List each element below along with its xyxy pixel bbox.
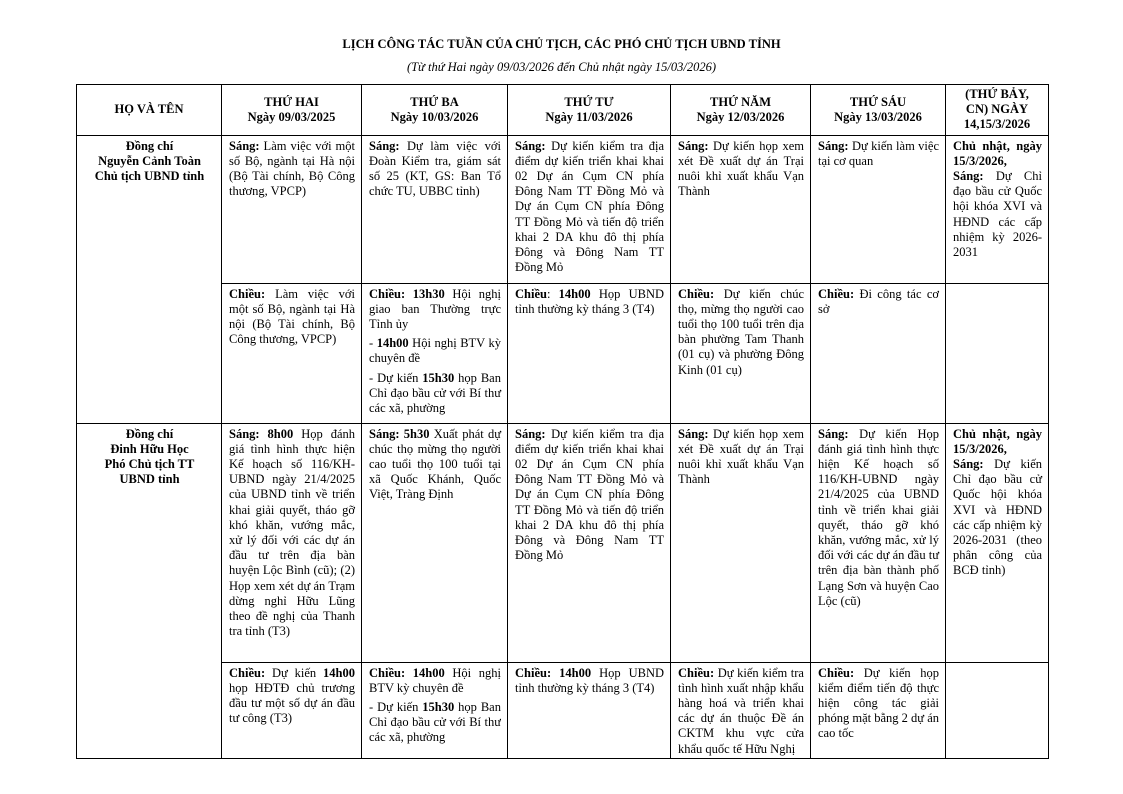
afternoon-thursday-cell (671, 662, 811, 758)
session-label: Chiều: (678, 665, 715, 680)
morning-friday-cell (811, 423, 946, 662)
event-prefix: - Dự kiến (369, 700, 423, 715)
afternoon-tuesday-cell (362, 662, 508, 758)
date-label: Ngày 09/03/2025 (247, 109, 336, 124)
person-title: Đồng chí (125, 138, 174, 153)
event-text: Dự kiến họp xem xét Đề xuất dự án Trại nuôi khỉ xuất khẩu Vạn Thành (678, 138, 804, 199)
morning-thursday-cell (671, 423, 811, 662)
event-text: Xuất phát dự chúc thọ mừng thọ người cao tuổi thọ 100 tuổi tại xã Quốc Khánh, Quốc Việt, Tràng Định (369, 426, 501, 502)
event-text: họp Ban Chỉ đạo bầu cử với Bí thư các xã, phường (369, 700, 501, 745)
weekend-label-1: (THỨ BẢY, (965, 87, 1029, 101)
event-text: Dự kiến họp kiểm điểm tiến độ thực hiện công tác giải phóng mặt bằng 2 dự án cao tốc (818, 665, 939, 741)
event-text: Dự kiến Chỉ đạo bầu cử Quốc hội khóa XVI và HĐND các cấp nhiệm kỳ 2026-2031 (theo phân công của BCĐ tỉnh) (953, 457, 1042, 578)
event-text: Dự kiến kiểm tra tình hình xuất nhập khẩu hàng hoá và triển khai các dự án thuộc Đề án CKTM khu vực cửa khẩu quốc tế Hữu Nghị (678, 665, 804, 756)
morning-tuesday-cell (362, 135, 508, 283)
weekend-date-label: Chủ nhật, ngày 15/3/2026, (953, 426, 1042, 456)
event-text: Dự kiến họp xem xét Đề xuất dự án Trại nuôi khỉ xuất khẩu Vạn Thành (678, 426, 804, 487)
event-text: Hội nghị giao ban Thường trực Tỉnh ủy (369, 286, 501, 332)
person-name: Đinh Hữu Học (110, 441, 189, 456)
event-item (369, 371, 501, 417)
event-text: họp HĐTĐ chủ trương đầu tư một số dự án đầu tư công (T3) (229, 680, 355, 726)
event-time: 15h30 (422, 700, 455, 715)
event-time: 5h30 (399, 426, 430, 441)
date-label: Ngày 13/03/2026 (834, 109, 922, 124)
event-prefix: - (369, 336, 377, 351)
session-label: Sáng: (369, 138, 400, 153)
date-label: Ngày 12/03/2026 (696, 109, 785, 124)
person-position: Chủ tịch UBND tỉnh (94, 169, 205, 184)
session-label: Chiều: (369, 286, 406, 301)
session-label: Sáng: (229, 426, 260, 441)
session-label: Sáng: (515, 138, 546, 153)
date-label: Ngày 10/03/2026 (390, 109, 479, 124)
weekend-cell-empty (946, 662, 1049, 758)
event-time: 14h00 (405, 665, 445, 680)
person-name-cell (77, 135, 222, 423)
header-row (77, 85, 1049, 136)
event-item (369, 666, 501, 696)
session-label: Sáng: (678, 138, 709, 153)
col-header-monday (222, 85, 362, 136)
col-header-name: HỌ VÀ TÊN (77, 85, 222, 136)
event-prefix: Dự kiến (265, 665, 324, 680)
session-label: Sáng: (369, 426, 400, 441)
morning-monday-cell (222, 135, 362, 283)
afternoon-thursday-cell (671, 283, 811, 423)
event-text: Hội nghị BTV kỳ chuyên đề (369, 336, 502, 366)
event-text: Dự kiến kiểm tra địa điểm dự kiến triển khai khai 02 Dự án Cụm CN phía Đông Nam TT Đồng Mỏ và Dự án Cụm CN phía Đông TT Đồng Mỏ và tiến độ triển khai 2 DA khu đô thị phía Đông và Đông Nam TT Đồng Mỏ (515, 138, 664, 275)
morning-tuesday-cell (362, 423, 508, 662)
afternoon-wednesday-cell (508, 662, 671, 758)
event-text: Làm việc với một số Bộ, ngành tại Hà nội (Bộ Tài chính, Bộ Công thương, VPCP) (229, 286, 355, 347)
event-text: Dự làm việc với Đoàn Kiểm tra, giám sát số 25 (KT, GS: Ban Tổ chức TU, UBBC tỉnh) (369, 138, 501, 199)
col-header-friday (811, 85, 946, 136)
day-label: THỨ TƯ (564, 94, 614, 109)
day-label: THỨ BA (410, 94, 459, 109)
event-item (369, 287, 501, 333)
afternoon-friday-cell (811, 662, 946, 758)
session-label: Chiều (515, 286, 547, 301)
weekend-cell-empty (946, 283, 1049, 423)
col-header-tuesday (362, 85, 508, 136)
event-text: Dự Chỉ đạo bầu cử Quốc hội khóa XVI và HĐND các cấp nhiệm kỳ 2026-2031 (953, 169, 1042, 260)
event-text: Làm việc với một số Bộ, ngành tại Hà nội (Bộ Tài chính, Bộ Công thương, VPCP) (229, 138, 355, 199)
weekend-date-label: Chủ nhật, ngày 15/3/2026, (953, 138, 1042, 168)
event-item (369, 700, 501, 746)
morning-thursday-cell (671, 135, 811, 283)
afternoon-monday-cell (222, 662, 362, 758)
session-label: Sáng: (229, 138, 260, 153)
morning-monday-cell (222, 423, 362, 662)
event-text: Dự kiến kiểm tra địa điểm dự kiến triển khai khai 02 Dự án Cụm CN phía Đông Nam TT Đồng Mỏ và Dự án Cụm CN phía Đông TT Đồng Mỏ và tiến độ triển khai 2 DA khu đô thị phía Đông và Đông Nam TT Đồng Mỏ (515, 426, 664, 563)
page-title: LỊCH CÔNG TÁC TUẦN CỦA CHỦ TỊCH, CÁC PHÓ CHỦ TỊCH UBND TỈNH (342, 37, 781, 51)
event-prefix: - Dự kiến (369, 370, 423, 385)
person-name: Nguyễn Cảnh Toàn (98, 153, 201, 168)
day-label: THỨ NĂM (710, 94, 771, 109)
session-label: Sáng: (953, 457, 984, 472)
event-time: 14h00 (558, 286, 591, 301)
table-row (77, 662, 1049, 758)
session-label: Sáng: (678, 426, 709, 441)
table-row (77, 283, 1049, 423)
table-row (77, 423, 1049, 662)
afternoon-wednesday-cell (508, 283, 671, 423)
session-label: Sáng: (953, 169, 984, 184)
session-label: Chiều: (229, 665, 266, 680)
event-time: 15h30 (422, 370, 455, 385)
event-text: họp Ban Chỉ đạo bầu cử với Bí thư các xã, phường (369, 370, 501, 416)
event-time: 8h00 (259, 426, 294, 441)
col-header-thursday (671, 85, 811, 136)
weekend-cell (946, 135, 1049, 283)
session-label: Chiều: (818, 286, 855, 301)
session-label: Sáng: (818, 138, 849, 153)
session-label: Chiều: (515, 665, 552, 680)
col-header-wednesday (508, 85, 671, 136)
afternoon-tuesday-cell (362, 283, 508, 423)
morning-wednesday-cell (508, 135, 671, 283)
event-time: 14h00 (323, 665, 355, 680)
col-header-weekend (946, 85, 1049, 136)
morning-friday-cell (811, 135, 946, 283)
schedule-table (76, 84, 1049, 759)
event-text: Dự kiến làm việc tại cơ quan (818, 138, 939, 168)
event-time: 14h00 (376, 336, 409, 351)
person-position: UBND tỉnh (119, 472, 180, 487)
weekend-label-2: CN) NGÀY (965, 102, 1029, 117)
event-time: 14h00 (551, 665, 592, 680)
event-text: Dự kiến chúc thọ, mừng thọ người cao tuổi thọ 100 tuổi trên địa bàn phường Tam Thanh (01 cụ) và phường Đông Kinh (01 cụ) (678, 286, 804, 377)
page-subtitle: (Từ thứ Hai ngày 09/03/2026 đến Chủ nhật ngày 15/03/2026) (406, 60, 717, 74)
person-name-cell (77, 423, 222, 758)
weekend-cell (946, 423, 1049, 662)
date-label: Ngày 11/03/2026 (545, 109, 633, 124)
event-item (369, 336, 501, 366)
day-label: THỨ SÁU (849, 94, 907, 109)
event-text: Họp UBND tỉnh thường kỳ tháng 3 (T4) (515, 286, 664, 316)
session-label: Chiều: (369, 665, 406, 680)
session-label: Sáng: (818, 426, 849, 441)
event-time: 13h30 (405, 286, 445, 301)
event-text: Dự kiến Họp đánh giá tình hình thực hiện Kế hoạch số 116/KH-UBND ngày 21/4/2025 của UBND tỉnh về triển khai giải quyết, tháo gỡ khó khăn, vướng mắc, xử lý đối với các dự án đầu tư trên địa bàn thành phố Lạng Sơn và huyện Cao Lộc (cũ) (818, 426, 939, 608)
day-label: THỨ HAI (264, 94, 319, 109)
session-label: Chiều: (229, 286, 266, 301)
session-label: Sáng: (515, 426, 546, 441)
event-text: Hội nghị BTV kỳ chuyên đề (369, 665, 501, 695)
afternoon-monday-cell (222, 283, 362, 423)
event-text: Họp UBND tỉnh thường kỳ tháng 3 (T4) (515, 665, 664, 695)
person-position: Phó Chủ tịch TT (104, 457, 195, 472)
session-label: Chiều: (818, 665, 855, 680)
person-title: Đồng chí (125, 426, 174, 441)
event-text: Đi công tác cơ sở (818, 286, 939, 316)
table-row (77, 135, 1049, 283)
afternoon-friday-cell (811, 283, 946, 423)
event-separator: : (546, 286, 559, 301)
morning-wednesday-cell (508, 423, 671, 662)
weekend-label-3: 14,15/3/2026 (963, 117, 1031, 132)
event-text: Họp đánh giá tình hình thực hiện Kế hoạch số 116/KH-UBND ngày 21/4/2025 của UBND tỉnh về triển khai giải quyết, tháo gỡ khó khăn, vướng mắc, xử lý đối với các dự án đầu tư trên địa bàn huyện Lộc Bình (cũ); (2) Họp xem xét dự án Trạm dừng nghỉ Hữu Lũng theo đề nghị của Thanh tra tỉnh (T3) (229, 426, 356, 639)
session-label: Chiều: (678, 286, 715, 301)
